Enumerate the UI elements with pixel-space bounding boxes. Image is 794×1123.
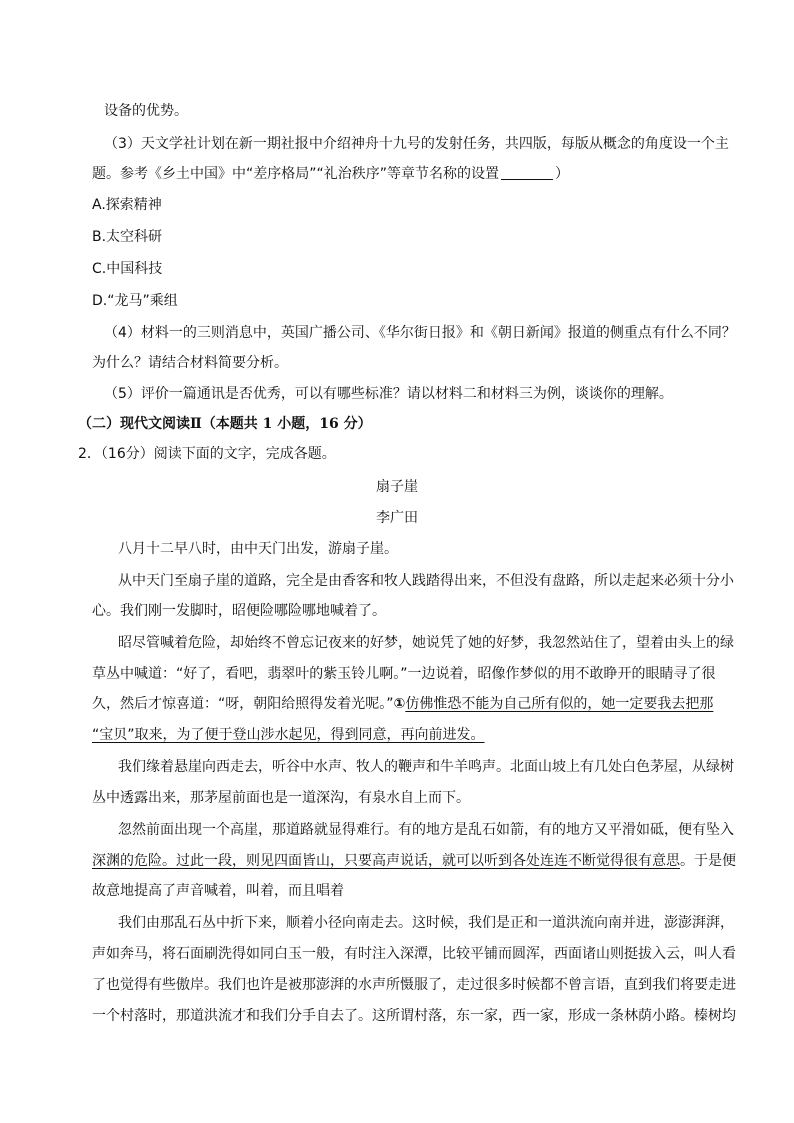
q3-line1: （3）天文学社计划在新一期社报中介绍神舟十九号的发射任务，共四版，每版从概念的角度设一个主 <box>104 136 729 152</box>
para-3-line1: 昭尽管喊着危险，却始终不曾忘记夜来的好梦，她说凭了她的好梦，我忽然站住了，望着由头上的绿 <box>118 635 734 651</box>
q3-line2-close: ） <box>555 166 570 182</box>
article-author: 李广田 <box>376 510 418 526</box>
option-a: A.探索精神 <box>92 197 162 213</box>
q4-line1: （4）材料一的三则消息中，英国广播公司、《华尔街日报》和《朝日新闻》报道的侧重点有什么不同？ <box>104 325 736 341</box>
para-5-line3: 故意地提高了声音喊着，叫着，而且唱着 <box>92 883 344 899</box>
option-b: B.太空科研 <box>92 229 163 245</box>
underlined-sentence-part2: “宝贝”取来，为了便于登山涉水起见，得到同意，再向前进发。 <box>92 727 485 743</box>
para-2-line2: 心。我们刚一发脚时，昭便险哪险哪地喊着了。 <box>92 603 386 619</box>
para-3-line3-text: 久，然后才惊喜道：“呀，朝阳给照得发着光呢。” <box>92 696 394 712</box>
para-4-line2: 丛中透露出来，那茅屋前面也是一道深沟，有泉水自上而下。 <box>92 790 470 806</box>
para-5-line2-end: 。于是便 <box>680 853 736 869</box>
section-heading: （二）现代文阅读Ⅱ（本题共 1 小题，16 分） <box>78 416 372 432</box>
para-6-line2: 声如奔马，将石面刷洗得如同白玉一般，有时注入深潭，比较平铺而圆浑，西面诸山则挺拔入云，叫人看 <box>92 946 736 962</box>
para-3-line3 <box>92 694 732 714</box>
answer-blank <box>501 165 553 180</box>
underlined-sentence-part1: 仿佛惟恐不能为自己所有似的，她一定要我去把那 <box>405 696 714 712</box>
para-2-line1: 从中天门至扇子崖的道路，完全是由香客和牧人践踏得出来，不但没有盘路，所以走起来必须十分小 <box>118 573 734 589</box>
option-c: C.中国科技 <box>92 261 163 277</box>
q1-tail: 设备的优势。 <box>104 103 188 119</box>
para-6-line4: 一个村落时，那道洪流才和我们分手自去了。这所谓村落，东一家，西一家，形成一条林荫小路。榛树均 <box>92 1008 736 1024</box>
para-4-line1: 我们缘着悬崖向西走去，听谷中水声、牧人的鞭声和牛羊鸣声。北面山坡上有几处白色茅屋，从绿树 <box>118 759 734 775</box>
para-6-line3: 了也觉得有些傲岸。我们也许是被那澎湃的水声所慑服了，走过很多时候都不曾言语，直到我们将要走进 <box>92 977 736 993</box>
para-5-line2-text: 深渊的危险。过此一段，则见四面皆山，只要高声说话，就可以听到各处连连不断觉得很有意思 <box>92 853 680 869</box>
question-2-stem: 2．（16分）阅读下面的文字，完成各题。 <box>78 446 336 462</box>
para-5-line2 <box>92 851 736 871</box>
option-d: D.“龙马”乘组 <box>92 293 178 309</box>
para-6-line1: 我们由那乱石丛中折下来，顺着小径向南走去。这时候，我们是正和一道洪流向南并进，澎澎湃湃， <box>118 915 734 931</box>
q3-line2 <box>92 164 732 184</box>
sentence-marker-1: ① <box>393 696 406 712</box>
q4-line2: 为什么？请结合材料简要分析。 <box>92 355 288 371</box>
q5: （5）评价一篇通讯是否优秀，可以有哪些标准？请以材料二和材料三为例，谈谈你的理解。 <box>104 386 673 402</box>
para-1: 八月十二早八时，由中天门出发，游扇子崖。 <box>118 541 398 557</box>
q3-line2-text: 题。参考《乡土中国》中“差序格局”“礼治秩序”等章节名称的设置 <box>92 166 500 182</box>
para-5-line1: 忽然前面出现一个高崖，那道路就显得难行。有的地方是乱石如箭，有的地方又平滑如砥，便有坠入 <box>118 822 734 838</box>
para-3-line2: 草丛中喊道：“好了，看吧，翡翠叶的紫玉铃儿啊。”一边说着，昭像作梦似的用不敢睁开的眼睛寻了很 <box>92 666 716 682</box>
para-3-line4 <box>92 725 732 745</box>
article-title: 扇子崖 <box>376 479 418 495</box>
